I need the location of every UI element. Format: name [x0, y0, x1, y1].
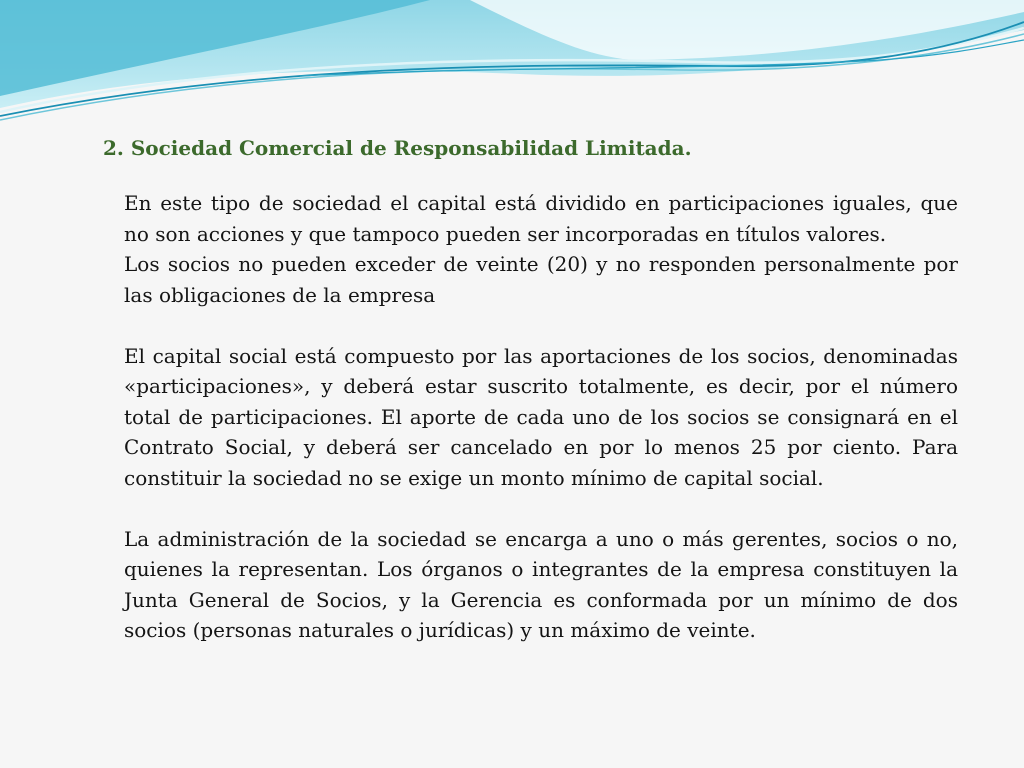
slide-heading: 2. Sociedad Comercial de Responsabilidad Limitada.	[103, 136, 692, 160]
paragraph-socios: Los socios no pueden exceder de veinte (20) y no responden personalmente por las obligaciones de la empresa	[124, 252, 958, 307]
header-wave-decoration	[0, 0, 1024, 140]
paragraph-capital-social: El capital social está compuesto por las aportaciones de los socios, denominadas «participaciones», y deberá estar suscrito totalmente, es decir, por el número total de participaciones. El aporte de cada uno de los socios se consignará en el Contrato Social, y deberá ser cancelado en por lo menos 25 por ciento. Para constituir la sociedad no se exige un monto mínimo de capital social.	[124, 343, 958, 490]
body-text	[124, 188, 958, 646]
paragraph-definition: En este tipo de sociedad el capital está dividido en participaciones iguales, que no son acciones y que tampoco pueden ser incorporadas en títulos valores.	[124, 191, 958, 246]
paragraph-administracion: La administración de la sociedad se encarga a uno o más gerentes, socios o no, quienes la representan. Los órganos o integrantes de la empresa constituyen la Junta General de Socios, y la Gerencia es conformada por un mínimo de dos socios (personas naturales o jurídicas) y un máximo de veinte.	[124, 526, 958, 642]
